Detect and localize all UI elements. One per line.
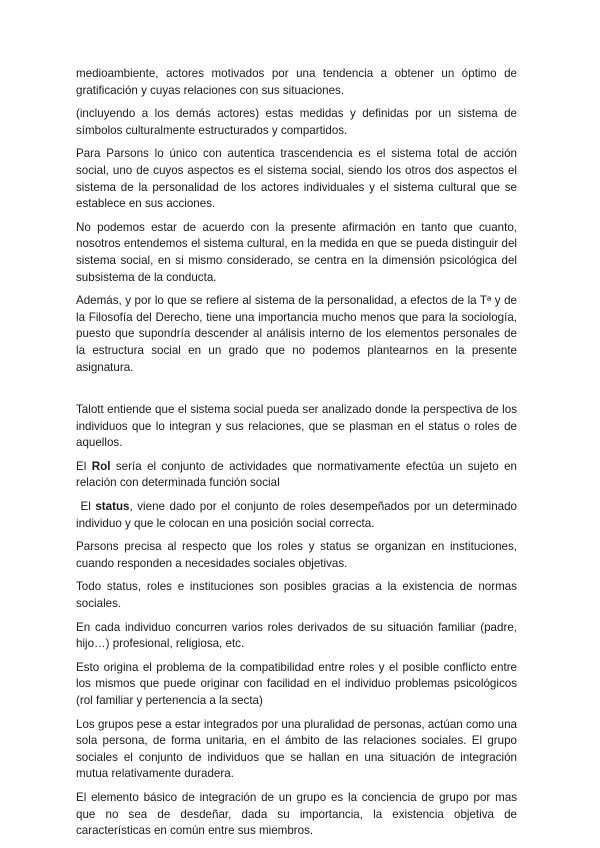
paragraph-medioambiente: medioambiente, actores motivados por una tendencia a obtener un óptimo de gratificación y cuyas relaciones con sus situaciones. [76, 67, 517, 97]
section-spacer [76, 383, 517, 402]
rol-term: Rol [91, 459, 111, 473]
paragraph-conciencia-grupo: El elemento básico de integración de un grupo es la conciencia de grupo por mas que no sea de desdeñar, dada su importancia, la existencia objetiva de características en común entre sus miembros. [76, 790, 517, 838]
status-prefix: El [76, 500, 96, 514]
document-body [76, 66, 517, 847]
paragraph-parsons-accion-social: Para Parsons lo único con autentica trascendencia es el sistema total de acción social, uno de cuyos aspectos es el sistema social, siendo los otros dos aspectos el sistema de la personalidad de los actores individuales y el sistema cultural que se establece en sus acciones. [76, 147, 517, 211]
paragraph-talott: Talott entiende que el sistema social pueda ser analizado donde la perspectiva de los individuos que lo integran y sus relaciones, que se plasman en el status o roles de aquellos. [76, 403, 517, 450]
paragraph-roles-individuo: En cada individuo concurren varios roles derivados de su situación familiar (padre, hijo…) profesional, religiosa, etc. [76, 620, 517, 651]
status-text: , viene dado por el conjunto de roles desempeñados por un determinado individuo y que le colocan en una posición social correcta. [76, 500, 517, 530]
paragraph-simbolos: (incluyendo a los demás actores) estas medidas y definidas por un sistema de símbolos culturalmente estructurados y compartidos. [76, 107, 517, 137]
paragraph-personalidad: Además, y por lo que se refiere al sistema de la personalidad, a efectos de la Tª y de la Filosofía del Derecho, tiene una importancia mucho menos que para la sociología, puesto que supondría descender al análisis interno de los elementos personales de la estructura social en un grado que no podemos plantearnos en la presente asignatura. [76, 294, 517, 374]
paragraph-rol-definition [76, 459, 517, 492]
paragraph-normas-sociales: Todo status, roles e instituciones son posibles gracias a la existencia de normas sociales. [76, 580, 517, 611]
status-term: status [95, 500, 130, 514]
rol-text: sería el conjunto de actividades que normativamente efectúa un sujeto en relación con determinada función social [76, 459, 517, 490]
paragraph-sistema-cultural: No podemos estar de acuerdo con la presente afirmación en tanto que cuanto, nosotros entendemos el sistema cultural, en la medida en que se pueda distinguir del sistema social, en si mismo considerado, se centra en la dimensión psicológica del subsistema de la conducta. [76, 220, 517, 284]
paragraph-instituciones: Parsons precisa al respecto que los roles y status se organizan en instituciones, cuando responden a necesidades sociales objetivas. [76, 540, 517, 570]
rol-prefix: El [76, 459, 92, 473]
paragraph-status-definition [76, 499, 517, 532]
paragraph-compatibilidad-roles: Esto origina el problema de la compatibilidad entre roles y el posible conflicto entre los mismos que puede originar con facilidad en el individuo problemas psicológicos (rol familiar y pertenencia a la secta) [76, 660, 517, 707]
paragraph-grupos: Los grupos pese a estar integrados por una pluralidad de personas, actúan como una sola persona, de forma unitaria, en el ámbito de las relaciones sociales. El grupo sociales el conjunto de individuos que se hallan en una situación de integración mutua relativamente duradera. [76, 717, 517, 781]
